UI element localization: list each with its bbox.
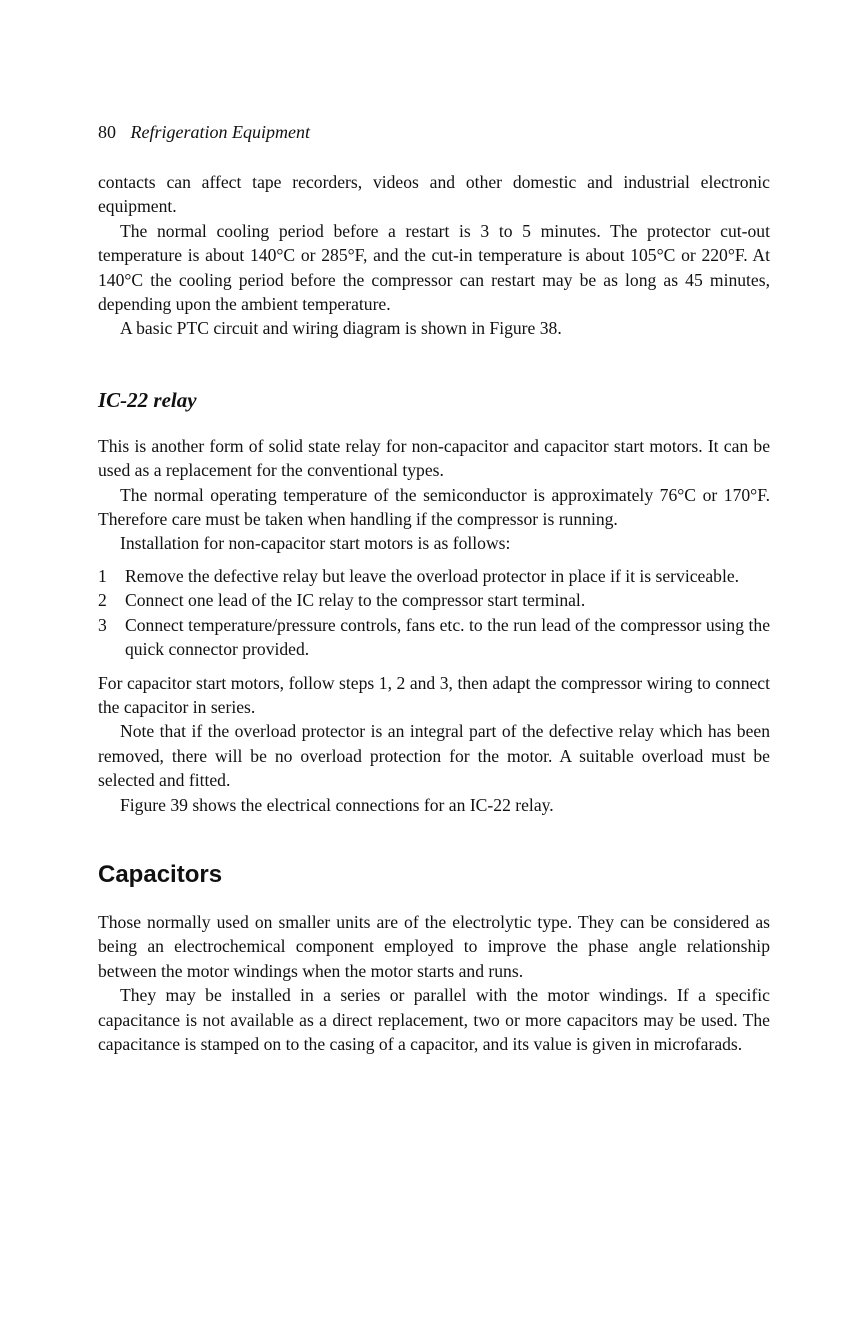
- step-number: 2: [98, 590, 107, 611]
- page-number: 80: [98, 122, 116, 142]
- running-head: [98, 120, 310, 144]
- paragraph: A basic PTC circuit and wiring diagram is shown in Figure 38.: [120, 318, 562, 339]
- list-item: [98, 613, 770, 662]
- section-heading-ic22-relay: IC-22 relay: [98, 387, 197, 412]
- step-text: Connect one lead of the IC relay to the compressor start terminal.: [125, 590, 586, 611]
- step-number: 1: [98, 565, 107, 586]
- paragraph: They may be installed in a series or parallel with the motor windings. If a specific capacitance is not available as a direct replacement, two or more capacitors may be used. The capacitance is stamped on to the casing of a capacitor, and its value is given in microfarads.: [98, 985, 770, 1054]
- step-text: Remove the defective relay but leave the overload protector in place if it is serviceable.: [125, 565, 740, 586]
- paragraph: For capacitor start motors, follow steps 1, 2 and 3, then adapt the compressor wiring to connect the capacitor in series.: [98, 672, 770, 717]
- list-item: [98, 588, 770, 612]
- paragraph: This is another form of solid state relay for non-capacitor and capacitor start motors. It can be used as a replacement for the conventional types.: [98, 435, 770, 481]
- list-item: [98, 564, 770, 588]
- step-number: 3: [98, 614, 107, 635]
- paragraph: The normal cooling period before a restart is 3 to 5 minutes. The protector cut-out temperature is about 140°C or 285°F, and the cut-in temperature is about 105°C or 220°F. At 140°C the cooling period before the compressor can restart may be as long as 45 minutes, depending upon the ambient temperature.: [98, 220, 770, 315]
- paragraph: The normal operating temperature of the semiconductor is approximately 76°C or 170°F. Therefore care must be taken when handling if the compressor is running.: [98, 484, 770, 530]
- paragraph: Those normally used on smaller units are of the electrolytic type. They can be considered as being an electrochemical component employed to improve the phase angle relationship between the motor windings when the motor starts and runs.: [98, 911, 770, 981]
- body-text: [98, 170, 770, 1056]
- paragraph: contacts can affect tape recorders, videos and other domestic and industrial electronic equipment.: [98, 172, 770, 217]
- step-text: Connect temperature/pressure controls, fans etc. to the run lead of the compressor using the quick connector provided.: [125, 614, 770, 660]
- installation-steps-list: [98, 564, 770, 662]
- section-heading-capacitors: Capacitors: [98, 860, 223, 888]
- book-title: Refrigeration Equipment: [130, 122, 310, 142]
- paragraph: Installation for non-capacitor start motors is as follows:: [120, 533, 511, 554]
- paragraph: Note that if the overload protector is an integral part of the defective relay which has been removed, there will be no overload protection for the motor. A suitable overload must be selected and fitted.: [98, 721, 770, 791]
- paragraph: Figure 39 shows the electrical connections for an IC-22 relay.: [120, 794, 554, 815]
